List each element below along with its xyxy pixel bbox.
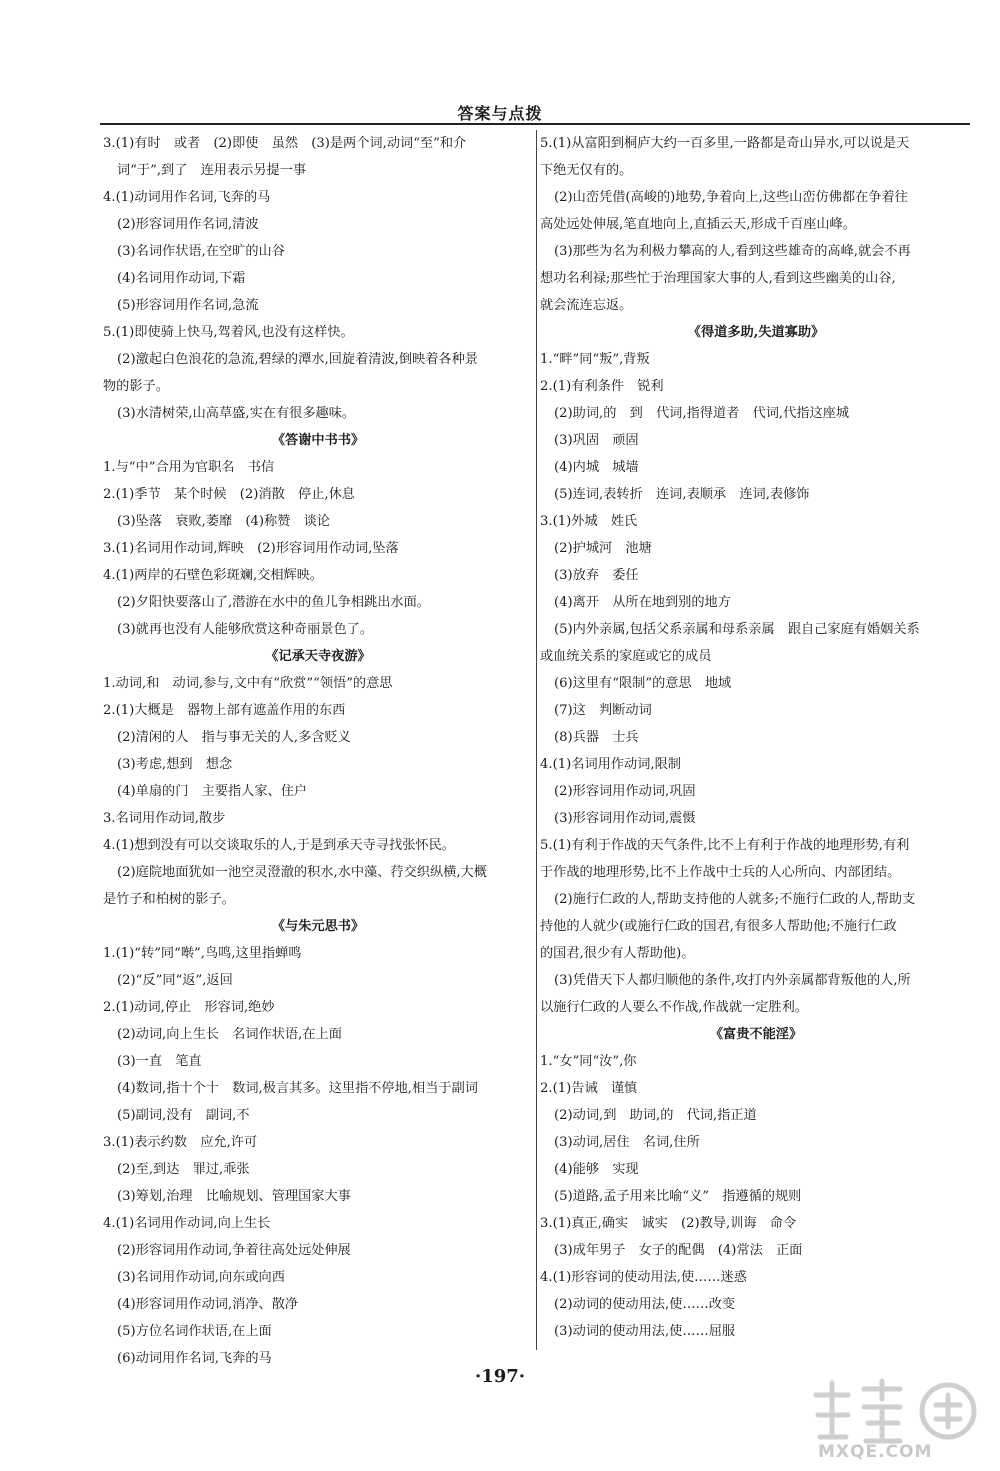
answer-line: (4)单扇的门 主要指人家、住户 — [117, 784, 308, 799]
answer-line: (2)形容词用作动词,巩固 — [554, 784, 696, 799]
answer-line: (5)形容词用作名词,急流 — [117, 298, 259, 313]
answer-line: (3)水清树荣,山高草盛,实在有很多趣味。 — [117, 406, 356, 421]
answer-line: (2)庭院地面犹如一池空灵澄澈的积水,水中藻、荇交织纵横,大概 — [117, 865, 487, 880]
answer-line: (2)激起白色浪花的急流,碧绿的潭水,回旋着清波,倒映着各种景 — [117, 352, 478, 367]
answer-line: 3.(1)真正,确实 诚实 (2)教导,训诲 命令 — [540, 1216, 797, 1231]
answer-line: (2)施行仁政的人,帮助支持他的人就多;不施行仁政的人,帮助支 — [554, 892, 916, 907]
answer-line: 4.(1)想到没有可以交谈取乐的人,于是到承天寺寻找张怀民。 — [103, 838, 455, 853]
answer-line: 以施行仁政的人要么不作战,作战就一定胜利。 — [540, 1000, 808, 1015]
answer-line: (3)形容词用作动词,震慑 — [554, 811, 696, 826]
answer-line: (3)那些为名为利极力攀高的人,看到这些雄奇的高峰,就会不再 — [554, 244, 911, 259]
answer-line: (3)成年男子 女子的配偶 (4)常法 正面 — [554, 1243, 803, 1258]
answer-line: 4.(1)形容词的使动用法,使……迷惑 — [540, 1270, 747, 1285]
answer-line: (2)形容词用作名词,清波 — [117, 217, 259, 232]
answer-line: 3.(1)表示约数 应允,许可 — [103, 1135, 258, 1150]
answer-line: (4)离开 从所在地到别的地方 — [554, 595, 731, 610]
column-divider — [536, 130, 537, 1350]
answer-line: (8)兵器 士兵 — [554, 730, 639, 745]
answer-line: 词“于”,到了 连用表示另提一事 — [117, 163, 307, 178]
answer-line: (4)形容词用作动词,消净、散净 — [117, 1297, 299, 1312]
answer-line: 1.“畔”同“叛”,背叛 — [540, 352, 650, 367]
answer-line: 高处远处伸展,笔直地向上,直插云天,形成千百座山峰。 — [540, 217, 856, 232]
answer-line: (6)这里有“限制”的意思 地域 — [554, 676, 732, 691]
answer-line: 2.(1)季节 某个时候 (2)消散 停止,休息 — [103, 487, 355, 502]
answer-line: (2)动词,向上生长 名词作状语,在上面 — [117, 1027, 342, 1042]
answer-line: (5)道路,孟子用来比喻“义” 指遵循的规则 — [554, 1189, 802, 1204]
answer-line: 3.名词用作动词,散步 — [103, 811, 226, 826]
answer-line: (2)动词,到 助词,的 代词,指正道 — [554, 1108, 757, 1123]
answer-line: 4.(1)名词用作动词,向上生长 — [103, 1216, 271, 1231]
answer-line: 的国君,很少有人帮助他)。 — [540, 946, 695, 961]
section-title: 《富贵不能淫》 — [709, 1027, 803, 1042]
answer-line: 持他的人就少(或施行仁政的国君,有很多人帮助他;不施行仁政 — [540, 919, 897, 934]
answer-line: (4)能够 实现 — [554, 1162, 639, 1177]
header-rule — [100, 123, 970, 125]
answer-line: (3)放弃 委任 — [554, 568, 639, 583]
answer-line: 3.(1)有时 或者 (2)即使 虽然 (3)是两个词,动词“至”和介 — [103, 136, 467, 151]
answer-line: 2.(1)大概是 器物上部有遮盖作用的东西 — [103, 703, 346, 718]
answer-line: (2)至,到达 罪过,乖张 — [117, 1162, 250, 1177]
answer-line: (3)动词,居住 名词,住所 — [554, 1135, 700, 1150]
answer-line: (3)考虑,想到 想念 — [117, 757, 233, 772]
answer-line: (4)名词用作动词,下霜 — [117, 271, 246, 286]
answer-line: (2)清闲的人 指与事无关的人,多含贬义 — [117, 730, 351, 745]
answer-line: 1.与“中”合用为官职名 书信 — [103, 460, 275, 475]
answer-line: (3)动词的使动用法,使……屈服 — [554, 1324, 736, 1339]
answer-line: 5.(1)即使骑上快马,驾着风,也没有这样快。 — [103, 325, 354, 340]
answer-line: 想功名利禄;那些忙于治理国家大事的人,看到这些幽美的山谷, — [540, 271, 896, 286]
answer-line: (3)筹划,治理 比喻规划、管理国家大事 — [117, 1189, 351, 1204]
answer-line: (4)数词,指十个十 数词,极言其多。这里指不停地,相当于副词 — [117, 1081, 478, 1096]
answer-line: (3)凭借天下人都归顺他的条件,攻打内外亲属都背叛他的人,所 — [554, 973, 911, 988]
answer-line: (2)形容词用作动词,争着往高处远处伸展 — [117, 1243, 351, 1258]
answer-line: (5)副词,没有 副词,不 — [117, 1108, 250, 1123]
answer-line: (2)“反”同“返”,返回 — [117, 973, 233, 988]
section-title: 《与朱元思书》 — [271, 919, 365, 934]
answer-line: 3.(1)名词用作动词,辉映 (2)形容词用作动词,坠落 — [103, 541, 399, 556]
answer-line: (5)连词,表转折 连词,表顺承 连词,表修饰 — [554, 487, 810, 502]
section-title: 《答谢中书书》 — [271, 433, 365, 448]
answer-line: (2)山峦凭借(高峻的)地势,争着向上,这些山峦仿佛都在争着往 — [554, 190, 908, 205]
page-number: ·197· — [474, 1366, 526, 1387]
answer-line: (3)坠落 衰败,萎靡 (4)称赞 谈论 — [117, 514, 330, 529]
answer-line: (2)动词的使动用法,使……改变 — [554, 1297, 736, 1312]
left-answer-column — [103, 130, 533, 1372]
answer-line: 5.(1)有利于作战的天气条件,比不上有利于作战的地理形势,有利 — [540, 838, 910, 853]
answer-line: (3)就再也没有人能够欣赏这种奇丽景色了。 — [117, 622, 374, 637]
answer-line: 2.(1)告诫 谨慎 — [540, 1081, 638, 1096]
answer-line: 于作战的地理形势,比不上作战中士兵的人心所向、内部团结。 — [540, 865, 901, 880]
answer-line: (5)内外亲属,包括父系亲属和母系亲属 跟自己家庭有婚姻关系 — [554, 622, 920, 637]
answer-line: 1.(1)“转”同“啭”,鸟鸣,这里指蝉鸣 — [103, 946, 302, 961]
answer-line: (3)一直 笔直 — [117, 1054, 202, 1069]
page-header-title: 答案与点拨 — [457, 104, 543, 123]
watermark-text: MXQE.COM — [818, 1442, 933, 1462]
answer-line: 或血统关系的家庭或它的成员 — [540, 649, 712, 664]
answer-line: 2.(1)动词,停止 形容词,绝妙 — [103, 1000, 275, 1015]
answer-line: 2.(1)有利条件 锐利 — [540, 379, 664, 394]
answer-line: (2)夕阳快要落山了,潜游在水中的鱼儿争相跳出水面。 — [117, 595, 430, 610]
answer-line: (2)护城河 池塘 — [554, 541, 652, 556]
section-title: 《记承天寺夜游》 — [265, 649, 371, 664]
answer-line: 下绝无仅有的。 — [540, 163, 633, 178]
answer-line: (6)动词用作名词,飞奔的马 — [117, 1351, 272, 1366]
answer-line: (2)助词,的 到 代词,指得道者 代词,代指这座城 — [554, 406, 850, 421]
answer-line: (3)名词用作动词,向东或向西 — [117, 1270, 285, 1285]
answer-line: (3)巩固 顽固 — [554, 433, 639, 448]
answer-line: 3.(1)外城 姓氏 — [540, 514, 638, 529]
answer-line: 物的影子。 — [103, 379, 169, 394]
answer-line: 1.“女”同“汝”,你 — [540, 1054, 637, 1069]
answer-line: (4)内城 城墙 — [554, 460, 639, 475]
answer-line: 是竹子和柏树的影子。 — [103, 892, 235, 907]
answer-line: 就会流连忘返。 — [540, 298, 633, 313]
section-title: 《得道多助,失道寡助》 — [687, 325, 825, 340]
answer-line: 4.(1)两岸的石壁色彩斑斓,交相辉映。 — [103, 568, 324, 583]
answer-line: 5.(1)从富阳到桐庐大约一百多里,一路都是奇山异水,可以说是天 — [540, 136, 910, 151]
answer-line: 1.动词,和 动词,参与,文中有“欣赏”“领悟”的意思 — [103, 676, 393, 691]
answer-line: 4.(1)动词用作名词,飞奔的马 — [103, 190, 271, 205]
answer-line: 4.(1)名词用作动词,限制 — [540, 757, 681, 772]
answer-line: (3)名词作状语,在空旷的山谷 — [117, 244, 285, 259]
answer-line: (5)方位名词作状语,在上面 — [117, 1324, 272, 1339]
right-answer-column — [540, 130, 972, 1345]
answer-line: (7)这 判断动词 — [554, 703, 652, 718]
